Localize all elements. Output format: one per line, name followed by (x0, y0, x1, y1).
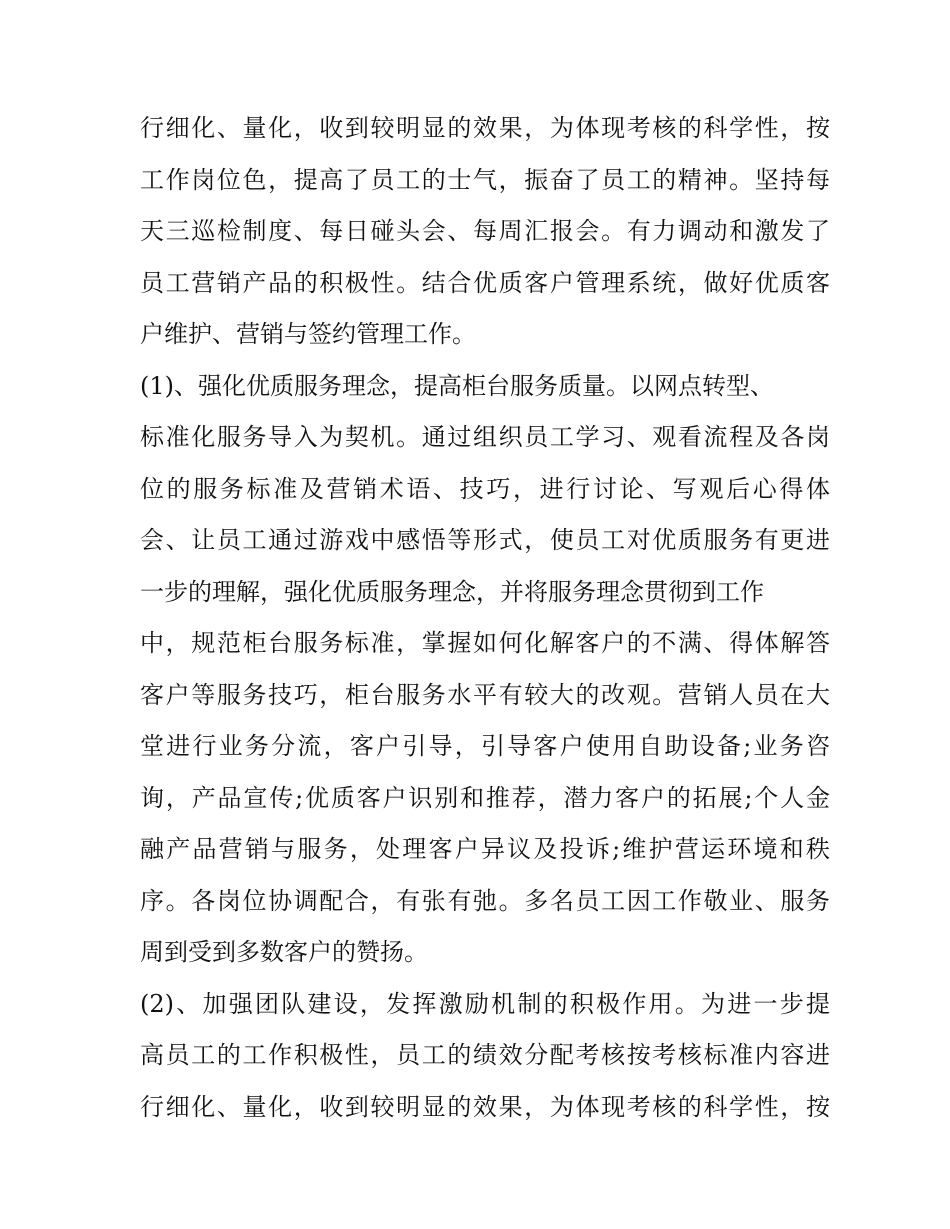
text-line: 融产品营销与服务，处理客户异议及投诉;维护营运环境和秩 (140, 835, 830, 863)
text-line: 位的服务标准及营销术语、技巧，进行讨论、写观后心得体 (140, 474, 830, 503)
text-line: 行细化、量化，收到较明显的效果，为体现考核的科学性，按 (140, 114, 830, 142)
text-line: 高员工的工作积极性，员工的绩效分配考核按考核标准内容进 (140, 1041, 830, 1069)
text-line: (1)、强化优质服务理念，提高柜台服务质量。以网点转型、 (140, 371, 774, 400)
body-text (140, 103, 830, 1133)
text-line: 会、让员工通过游戏中感悟等形式，使员工对优质服务有更进 (140, 526, 830, 554)
text-line: 中，规范柜台服务标准，掌握如何化解客户的不满、得体解答 (140, 629, 830, 657)
text-line: 户维护、营销与签约管理工作。 (140, 320, 476, 348)
text-line: 天三巡检制度、每日碰头会、每周汇报会。有力调动和激发了 (140, 217, 830, 245)
text-line: 标准化服务导入为契机。通过组织员工学习、观看流程及各岗 (140, 423, 830, 451)
text-line: 工作岗位色，提高了员工的士气，振奋了员工的精神。坚持每 (140, 165, 830, 194)
text-line: 员工营销产品的积极性。结合优质客户管理系统，做好优质客 (140, 268, 830, 297)
text-line: 序。各岗位协调配合，有张有弛。多名员工因工作敬业、服务 (140, 886, 830, 915)
text-line: 询，产品宣传;优质客户识别和推荐，潜力客户的拓展;个人金 (140, 783, 830, 812)
text-line: 周到受到多数客户的赞扬。 (140, 938, 428, 966)
text-line: 堂进行业务分流，客户引导，引导客户使用自助设备;业务咨 (140, 732, 830, 760)
text-line: (2)、加强团队建设，发挥激励机制的积极作用。为进一步提 (140, 989, 830, 1018)
text-line: 客户等服务技巧，柜台服务水平有较大的改观。营销人员在大 (140, 680, 830, 709)
text-line: 一步的理解，强化优质服务理念，并将服务理念贯彻到工作 (140, 577, 764, 606)
text-line: 行细化、量化，收到较明显的效果，为体现考核的科学性，按 (140, 1092, 830, 1121)
